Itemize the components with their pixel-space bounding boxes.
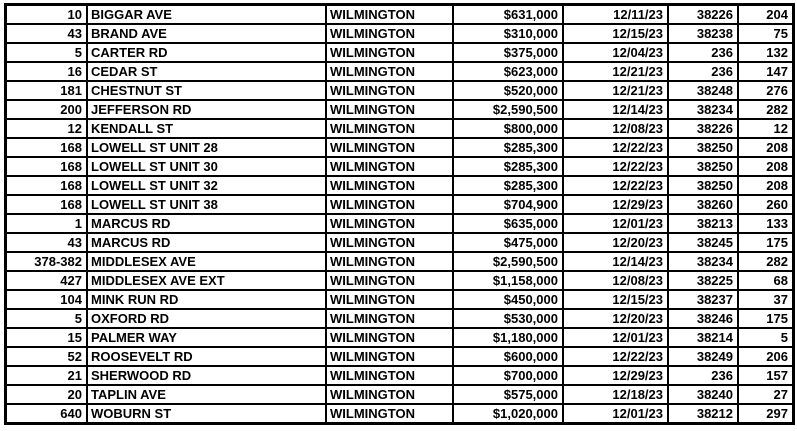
cell-ref1: 38248 <box>668 81 738 100</box>
cell-sale-date: 12/20/23 <box>563 309 668 328</box>
cell-ref2: 208 <box>738 157 793 176</box>
cell-street-name: MIDDLESEX AVE EXT <box>87 271 326 290</box>
property-sales-table <box>4 3 795 425</box>
table-row <box>6 328 793 347</box>
cell-price: $704,900 <box>453 195 563 214</box>
table-row <box>6 347 793 366</box>
cell-ref1: 38260 <box>668 195 738 214</box>
cell-sale-date: 12/29/23 <box>563 366 668 385</box>
cell-street-number: 181 <box>6 81 87 100</box>
cell-sale-date: 12/14/23 <box>563 100 668 119</box>
cell-ref1: 236 <box>668 43 738 62</box>
table-row <box>6 366 793 385</box>
cell-price: $635,000 <box>453 214 563 233</box>
cell-street-name: LOWELL ST UNIT 38 <box>87 195 326 214</box>
cell-price: $1,020,000 <box>453 404 563 423</box>
cell-sale-date: 12/15/23 <box>563 290 668 309</box>
cell-ref2: 147 <box>738 62 793 81</box>
cell-sale-date: 12/01/23 <box>563 328 668 347</box>
cell-city: WILMINGTON <box>326 347 453 366</box>
cell-ref2: 175 <box>738 233 793 252</box>
cell-price: $1,180,000 <box>453 328 563 347</box>
cell-price: $800,000 <box>453 119 563 138</box>
cell-city: WILMINGTON <box>326 195 453 214</box>
cell-sale-date: 12/15/23 <box>563 24 668 43</box>
cell-ref2: 133 <box>738 214 793 233</box>
cell-ref1: 38250 <box>668 157 738 176</box>
table-row <box>6 385 793 404</box>
cell-ref2: 157 <box>738 366 793 385</box>
cell-city: WILMINGTON <box>326 138 453 157</box>
cell-city: WILMINGTON <box>326 366 453 385</box>
cell-price: $631,000 <box>453 5 563 24</box>
cell-ref2: 37 <box>738 290 793 309</box>
cell-ref1: 38213 <box>668 214 738 233</box>
cell-price: $575,000 <box>453 385 563 404</box>
cell-street-name: CARTER RD <box>87 43 326 62</box>
cell-street-name: CHESTNUT ST <box>87 81 326 100</box>
cell-street-number: 5 <box>6 43 87 62</box>
cell-ref1: 38225 <box>668 271 738 290</box>
cell-sale-date: 12/08/23 <box>563 119 668 138</box>
cell-ref2: 75 <box>738 24 793 43</box>
cell-street-name: OXFORD RD <box>87 309 326 328</box>
cell-ref2: 132 <box>738 43 793 62</box>
cell-ref2: 206 <box>738 347 793 366</box>
cell-city: WILMINGTON <box>326 214 453 233</box>
cell-ref1: 236 <box>668 62 738 81</box>
cell-ref1: 38237 <box>668 290 738 309</box>
table-row <box>6 81 793 100</box>
table-row <box>6 5 793 24</box>
cell-street-number: 427 <box>6 271 87 290</box>
cell-street-name: LOWELL ST UNIT 32 <box>87 176 326 195</box>
cell-street-name: MARCUS RD <box>87 214 326 233</box>
cell-city: WILMINGTON <box>326 404 453 423</box>
cell-street-name: MIDDLESEX AVE <box>87 252 326 271</box>
cell-street-name: TAPLIN AVE <box>87 385 326 404</box>
cell-city: WILMINGTON <box>326 233 453 252</box>
table-row <box>6 176 793 195</box>
property-sales-table-body <box>6 5 793 423</box>
cell-ref2: 27 <box>738 385 793 404</box>
cell-city: WILMINGTON <box>326 252 453 271</box>
cell-sale-date: 12/01/23 <box>563 214 668 233</box>
cell-city: WILMINGTON <box>326 81 453 100</box>
table-row <box>6 404 793 423</box>
cell-street-number: 168 <box>6 176 87 195</box>
cell-ref1: 38245 <box>668 233 738 252</box>
cell-ref1: 38240 <box>668 385 738 404</box>
cell-price: $285,300 <box>453 176 563 195</box>
cell-ref2: 276 <box>738 81 793 100</box>
cell-sale-date: 12/21/23 <box>563 62 668 81</box>
cell-city: WILMINGTON <box>326 24 453 43</box>
cell-ref2: 175 <box>738 309 793 328</box>
cell-ref2: 297 <box>738 404 793 423</box>
cell-sale-date: 12/29/23 <box>563 195 668 214</box>
cell-price: $450,000 <box>453 290 563 309</box>
cell-price: $530,000 <box>453 309 563 328</box>
cell-ref2: 5 <box>738 328 793 347</box>
cell-sale-date: 12/22/23 <box>563 347 668 366</box>
cell-street-name: ROOSEVELT RD <box>87 347 326 366</box>
cell-sale-date: 12/22/23 <box>563 138 668 157</box>
cell-street-number: 15 <box>6 328 87 347</box>
cell-sale-date: 12/20/23 <box>563 233 668 252</box>
cell-street-number: 43 <box>6 24 87 43</box>
cell-city: WILMINGTON <box>326 328 453 347</box>
cell-ref1: 236 <box>668 366 738 385</box>
cell-street-number: 20 <box>6 385 87 404</box>
cell-city: WILMINGTON <box>326 157 453 176</box>
cell-price: $2,590,500 <box>453 100 563 119</box>
cell-sale-date: 12/22/23 <box>563 157 668 176</box>
cell-ref2: 282 <box>738 100 793 119</box>
cell-ref2: 12 <box>738 119 793 138</box>
cell-city: WILMINGTON <box>326 62 453 81</box>
cell-price: $520,000 <box>453 81 563 100</box>
cell-street-number: 168 <box>6 138 87 157</box>
cell-city: WILMINGTON <box>326 5 453 24</box>
cell-ref1: 38214 <box>668 328 738 347</box>
cell-sale-date: 12/18/23 <box>563 385 668 404</box>
cell-city: WILMINGTON <box>326 100 453 119</box>
cell-ref1: 38238 <box>668 24 738 43</box>
cell-street-name: KENDALL ST <box>87 119 326 138</box>
table-row <box>6 119 793 138</box>
table-row <box>6 271 793 290</box>
cell-sale-date: 12/11/23 <box>563 5 668 24</box>
cell-street-number: 21 <box>6 366 87 385</box>
cell-ref1: 38249 <box>668 347 738 366</box>
cell-ref2: 260 <box>738 195 793 214</box>
cell-street-name: WOBURN ST <box>87 404 326 423</box>
cell-street-number: 52 <box>6 347 87 366</box>
cell-street-number: 1 <box>6 214 87 233</box>
cell-price: $1,158,000 <box>453 271 563 290</box>
cell-price: $375,000 <box>453 43 563 62</box>
cell-price: $623,000 <box>453 62 563 81</box>
cell-street-number: 378-382 <box>6 252 87 271</box>
cell-price: $2,590,500 <box>453 252 563 271</box>
cell-ref2: 282 <box>738 252 793 271</box>
cell-street-number: 200 <box>6 100 87 119</box>
cell-city: WILMINGTON <box>326 43 453 62</box>
cell-street-number: 104 <box>6 290 87 309</box>
table-row <box>6 62 793 81</box>
cell-ref2: 208 <box>738 176 793 195</box>
cell-street-name: JEFFERSON RD <box>87 100 326 119</box>
cell-street-name: CEDAR ST <box>87 62 326 81</box>
cell-street-name: LOWELL ST UNIT 30 <box>87 157 326 176</box>
cell-city: WILMINGTON <box>326 309 453 328</box>
table-row <box>6 195 793 214</box>
cell-ref2: 204 <box>738 5 793 24</box>
table-row <box>6 214 793 233</box>
cell-ref1: 38212 <box>668 404 738 423</box>
cell-street-name: PALMER WAY <box>87 328 326 347</box>
cell-ref1: 38250 <box>668 138 738 157</box>
cell-price: $475,000 <box>453 233 563 252</box>
cell-price: $600,000 <box>453 347 563 366</box>
cell-ref1: 38250 <box>668 176 738 195</box>
cell-price: $285,300 <box>453 157 563 176</box>
cell-city: WILMINGTON <box>326 271 453 290</box>
cell-street-number: 168 <box>6 195 87 214</box>
cell-price: $310,000 <box>453 24 563 43</box>
cell-ref1: 38234 <box>668 252 738 271</box>
cell-street-number: 43 <box>6 233 87 252</box>
table-row <box>6 24 793 43</box>
table-row <box>6 309 793 328</box>
cell-ref1: 38234 <box>668 100 738 119</box>
cell-street-name: MINK RUN RD <box>87 290 326 309</box>
cell-sale-date: 12/04/23 <box>563 43 668 62</box>
table-row <box>6 157 793 176</box>
cell-street-name: BIGGAR AVE <box>87 5 326 24</box>
cell-street-number: 10 <box>6 5 87 24</box>
cell-ref2: 68 <box>738 271 793 290</box>
cell-street-name: MARCUS RD <box>87 233 326 252</box>
cell-ref1: 38226 <box>668 119 738 138</box>
cell-ref1: 38246 <box>668 309 738 328</box>
cell-street-number: 5 <box>6 309 87 328</box>
cell-sale-date: 12/14/23 <box>563 252 668 271</box>
cell-city: WILMINGTON <box>326 119 453 138</box>
table-row <box>6 43 793 62</box>
cell-sale-date: 12/21/23 <box>563 81 668 100</box>
cell-price: $700,000 <box>453 366 563 385</box>
cell-street-number: 168 <box>6 157 87 176</box>
cell-ref2: 208 <box>738 138 793 157</box>
cell-street-number: 640 <box>6 404 87 423</box>
cell-ref1: 38226 <box>668 5 738 24</box>
cell-city: WILMINGTON <box>326 290 453 309</box>
table-row <box>6 252 793 271</box>
cell-street-number: 12 <box>6 119 87 138</box>
table-row <box>6 138 793 157</box>
table-row <box>6 233 793 252</box>
cell-street-name: SHERWOOD RD <box>87 366 326 385</box>
cell-street-name: LOWELL ST UNIT 28 <box>87 138 326 157</box>
cell-sale-date: 12/08/23 <box>563 271 668 290</box>
cell-city: WILMINGTON <box>326 176 453 195</box>
cell-street-number: 16 <box>6 62 87 81</box>
cell-street-name: BRAND AVE <box>87 24 326 43</box>
cell-price: $285,300 <box>453 138 563 157</box>
cell-sale-date: 12/01/23 <box>563 404 668 423</box>
table-row <box>6 100 793 119</box>
table-row <box>6 290 793 309</box>
cell-city: WILMINGTON <box>326 385 453 404</box>
cell-sale-date: 12/22/23 <box>563 176 668 195</box>
